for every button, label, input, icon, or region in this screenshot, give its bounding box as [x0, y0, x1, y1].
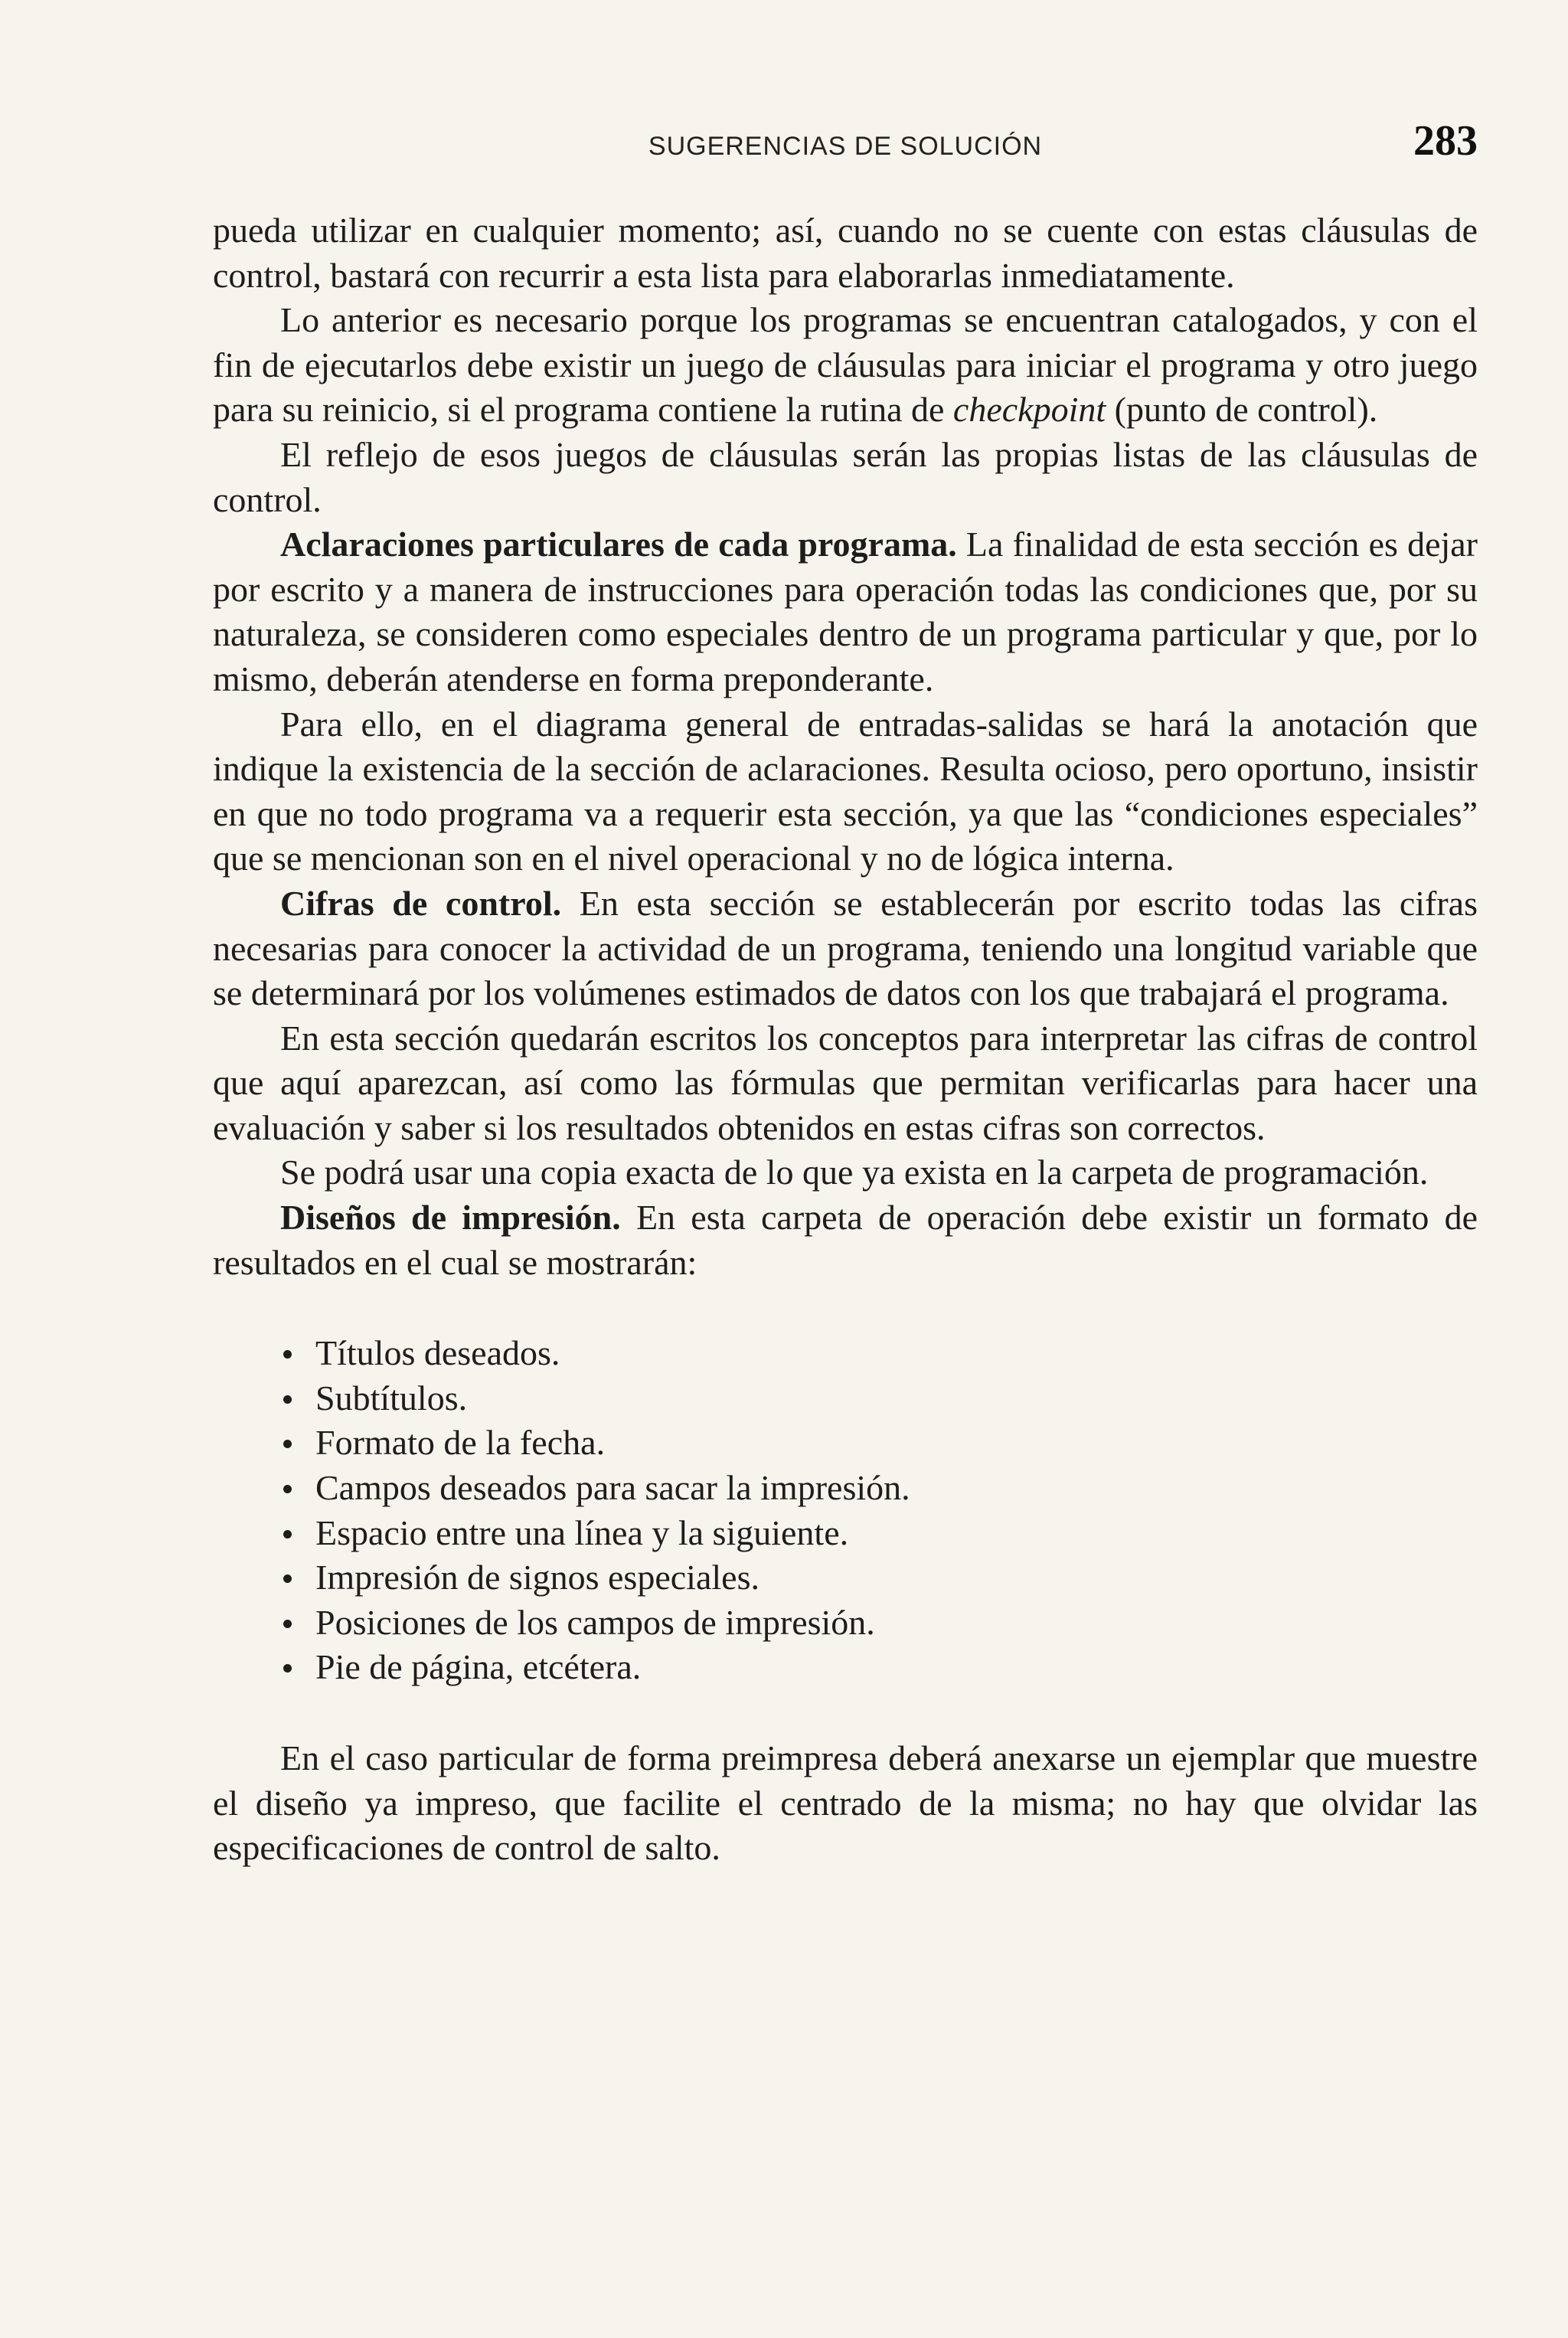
page-header — [213, 116, 1478, 170]
list-item: Subtítulos. — [280, 1376, 1478, 1421]
running-title: SUGERENCIAS DE SOLUCIÓN — [648, 132, 1043, 161]
section-heading: Cifras de control. — [280, 883, 562, 923]
section-text: En esta carpeta de operación debe existir un formato de resultados en el cual se mostrarán: — [213, 1198, 1478, 1282]
paragraph-catalogued-programs — [213, 298, 1478, 433]
paragraph-concepts: En esta sección quedarán escritos los conceptos para interpretar las cifras de control que aquí aparezcan, así como las fórmulas que permitan verificarlas para hacer una evaluación y saber si los resultados obtenidos en estas cifras son correctos. — [213, 1018, 1478, 1147]
paragraph-continuation: pueda utilizar en cualquier momento; así, cuando no se cuente con estas cláusulas de control, bastará con recurrir a esta lista para elaborarlas inmediatamente. — [213, 211, 1478, 295]
section-text: En esta sección se establecerán por escrito todas las cifras necesarias para conocer la actividad de un programa, teniendo una longitud variable que se determinará por los volúmenes estimados de datos con los que trabajará el programa. — [213, 883, 1478, 1013]
list-item: Espacio entre una línea y la siguiente. — [280, 1511, 1478, 1556]
list-item: Campos deseados para sacar la impresión. — [280, 1466, 1478, 1511]
page-number: 283 — [1413, 117, 1478, 165]
section-heading: Aclaraciones particulares de cada programa. — [280, 525, 957, 564]
section-cifras-de-control — [213, 881, 1478, 1016]
section-aclaraciones — [213, 522, 1478, 701]
section-disenos-de-impresion — [213, 1195, 1478, 1285]
list-item: Títulos deseados. — [280, 1331, 1478, 1376]
spacer — [213, 1690, 1478, 1736]
paragraph-control-lists: El reflejo de esos juegos de cláusulas serán las propias listas de las cláusulas de control. — [213, 434, 1478, 519]
paragraph-text: (punto de control). — [1106, 390, 1378, 430]
list-item: Formato de la fecha. — [280, 1421, 1478, 1466]
list-item: Pie de página, etcétera. — [280, 1645, 1478, 1690]
paragraph-annotation: Para ello, en el diagrama general de entradas-salidas se hará la anotación que indique la existencia de la sección de aclaraciones. Resulta ocioso, pero oportuno, insistir en que no todo programa va a requerir esta sección, ya que las “condiciones especiales” que se mencionan son en el nivel operacional y no de lógica interna. — [213, 704, 1478, 878]
paragraph-preprinted-form: En el caso particular de forma preimpresa deberá anexarse un ejemplar que muestre el diseño ya impreso, que facilite el centrado de la misma; no hay que olvidar las especificaciones de control de salto. — [213, 1738, 1478, 1868]
section-text: La finalidad de esta sección es dejar por escrito y a manera de instrucciones para operación todas las condiciones que, por su naturaleza, se consideren como especiales dentro de un programa particular y que, por lo mismo, deberán atenderse en forma preponderante. — [213, 525, 1478, 698]
spacer — [213, 1285, 1478, 1331]
paragraph-text: Lo anterior es necesario porque los programas se encuentran catalogados, y con el fin de ejecutarlos debe existir un juego de cláusulas para iniciar el programa y otro juego para su reinicio, si el programa contiene la rutina de — [213, 300, 1478, 430]
list-item: Impresión de signos especiales. — [280, 1555, 1478, 1601]
italic-term: checkpoint — [952, 390, 1106, 430]
list-item: Posiciones de los campos de impresión. — [280, 1601, 1478, 1646]
section-heading: Diseños de impresión. — [280, 1198, 621, 1238]
bullet-list — [213, 1331, 1478, 1690]
paragraph-copy: Se podrá usar una copia exacta de lo que ya exista en la carpeta de programación. — [280, 1153, 1429, 1192]
body-text — [213, 208, 1478, 1871]
